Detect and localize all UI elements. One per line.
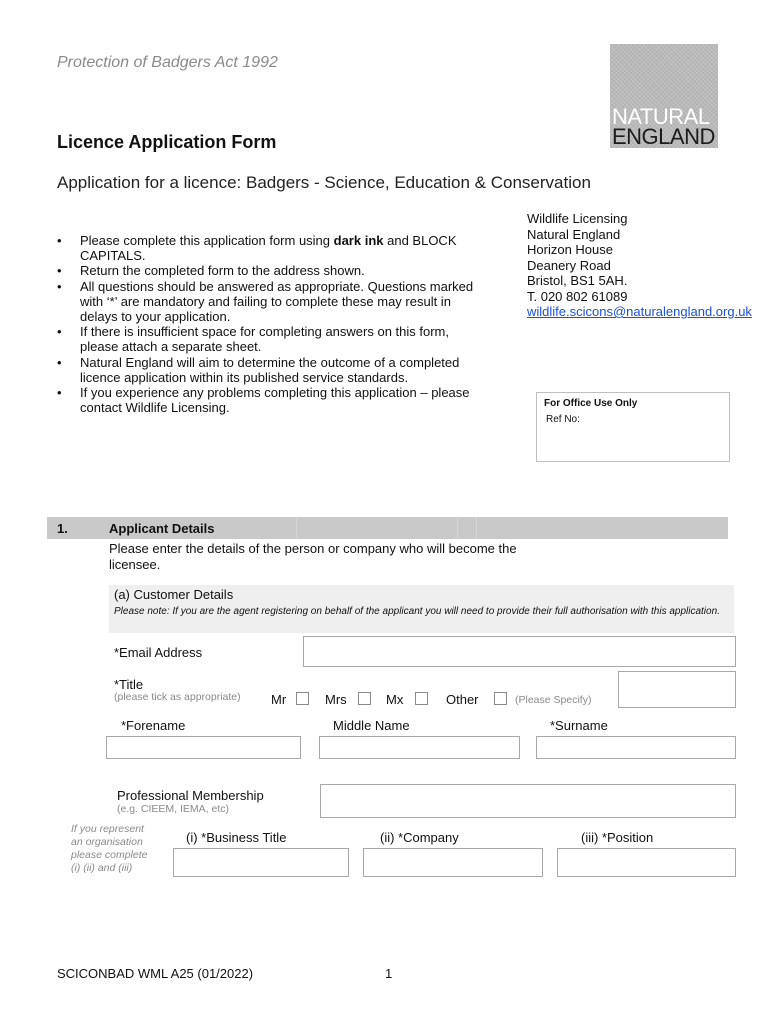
form-title: Licence Application Form	[57, 132, 277, 152]
title-option-mr: Mr	[271, 692, 287, 707]
agent-note: Please note: If you are the agent registering on behalf of the applicant you will need to provide their full authorisation with this application.	[114, 606, 720, 617]
membership-input[interactable]	[320, 784, 736, 818]
office-use-box	[536, 392, 730, 462]
title-label: *Title	[114, 677, 144, 692]
business-title-label: (i) *Business Title	[186, 830, 287, 845]
instruction-item: • All questions should be answered as appropriate. Questions marked with ‘*’ are mandatory and failing to complete these may result in delays to your application.	[57, 279, 487, 325]
section-title: Applicant Details	[109, 521, 215, 536]
middle-name-label: Middle Name	[333, 718, 410, 733]
natural-england-logo	[610, 44, 718, 148]
instruction-item: • If there is insufficient space for completing answers on this form, please attach a separate sheet.	[57, 324, 487, 354]
mrs-checkbox[interactable]	[358, 692, 371, 705]
title-option-other: Other	[446, 692, 479, 707]
membership-hint: (e.g. CIEEM, IEMA, etc)	[117, 803, 230, 815]
instructions-list	[57, 233, 487, 415]
logo-line-2: ENGLAND	[612, 124, 715, 149]
surname-input[interactable]	[536, 736, 736, 759]
return-address: Wildlife Licensing Natural England Horizon House Deanery Road Bristol, BS1 5AH. T. 020 802 61089 wildlife.scicons@naturalengland.org.uk	[527, 211, 752, 319]
form-subtitle: Application for a licence: Badgers - Science, Education & Conservation	[57, 173, 591, 192]
mr-checkbox[interactable]	[296, 692, 309, 705]
header-divider	[296, 517, 297, 539]
logo-line-1: NATURAL	[612, 104, 710, 129]
ref-no-label: Ref No:	[546, 414, 580, 425]
instruction-item: • Return the completed form to the address shown.	[57, 263, 487, 278]
email-label: *Email Address	[114, 645, 203, 660]
middle-name-input[interactable]	[319, 736, 520, 759]
other-title-input[interactable]	[618, 671, 736, 708]
title-hint: (please tick as appropriate)	[114, 691, 241, 703]
section-description: Please enter the details of the person or company who will become the licensee.	[109, 541, 517, 572]
forename-label: *Forename	[121, 718, 186, 733]
instruction-item: • If you experience any problems completing this application – please contact Wildlife Licensing.	[57, 385, 487, 415]
form-code: SCICONBAD WML A25 (01/2022)	[57, 966, 254, 981]
instruction-item: • Natural England will aim to determine the outcome of a completed licence application within its published service standards.	[57, 355, 487, 385]
email-link[interactable]: wildlife.scicons@naturalengland.org.uk	[527, 304, 752, 319]
section-1-header	[47, 517, 728, 539]
company-input[interactable]	[363, 848, 543, 877]
company-label: (ii) *Company	[380, 830, 459, 845]
section-number: 1.	[57, 521, 68, 536]
other-checkbox[interactable]	[494, 692, 507, 705]
page-number: 1	[385, 966, 393, 981]
email-input[interactable]	[303, 636, 736, 667]
instruction-item: • Please complete this application form using dark ink and BLOCK CAPITALS.	[57, 233, 487, 263]
position-label: (iii) *Position	[581, 830, 654, 845]
forename-input[interactable]	[106, 736, 301, 759]
organisation-hint: If you represent an organisation please complete (i) (ii) and (iii)	[71, 823, 148, 874]
customer-details-header	[109, 585, 734, 633]
title-option-mx: Mx	[386, 692, 404, 707]
office-use-title: For Office Use Only	[544, 398, 638, 409]
surname-label: *Surname	[550, 718, 608, 733]
header-divider	[457, 517, 458, 539]
title-option-mrs: Mrs	[325, 692, 347, 707]
position-input[interactable]	[557, 848, 736, 877]
customer-details-title: (a) Customer Details	[114, 587, 234, 602]
please-specify-hint: (Please Specify)	[515, 694, 592, 706]
membership-label: Professional Membership	[117, 788, 264, 803]
header-divider	[476, 517, 477, 539]
act-title: Protection of Badgers Act 1992	[57, 54, 278, 71]
mx-checkbox[interactable]	[415, 692, 428, 705]
business-title-input[interactable]	[173, 848, 349, 877]
